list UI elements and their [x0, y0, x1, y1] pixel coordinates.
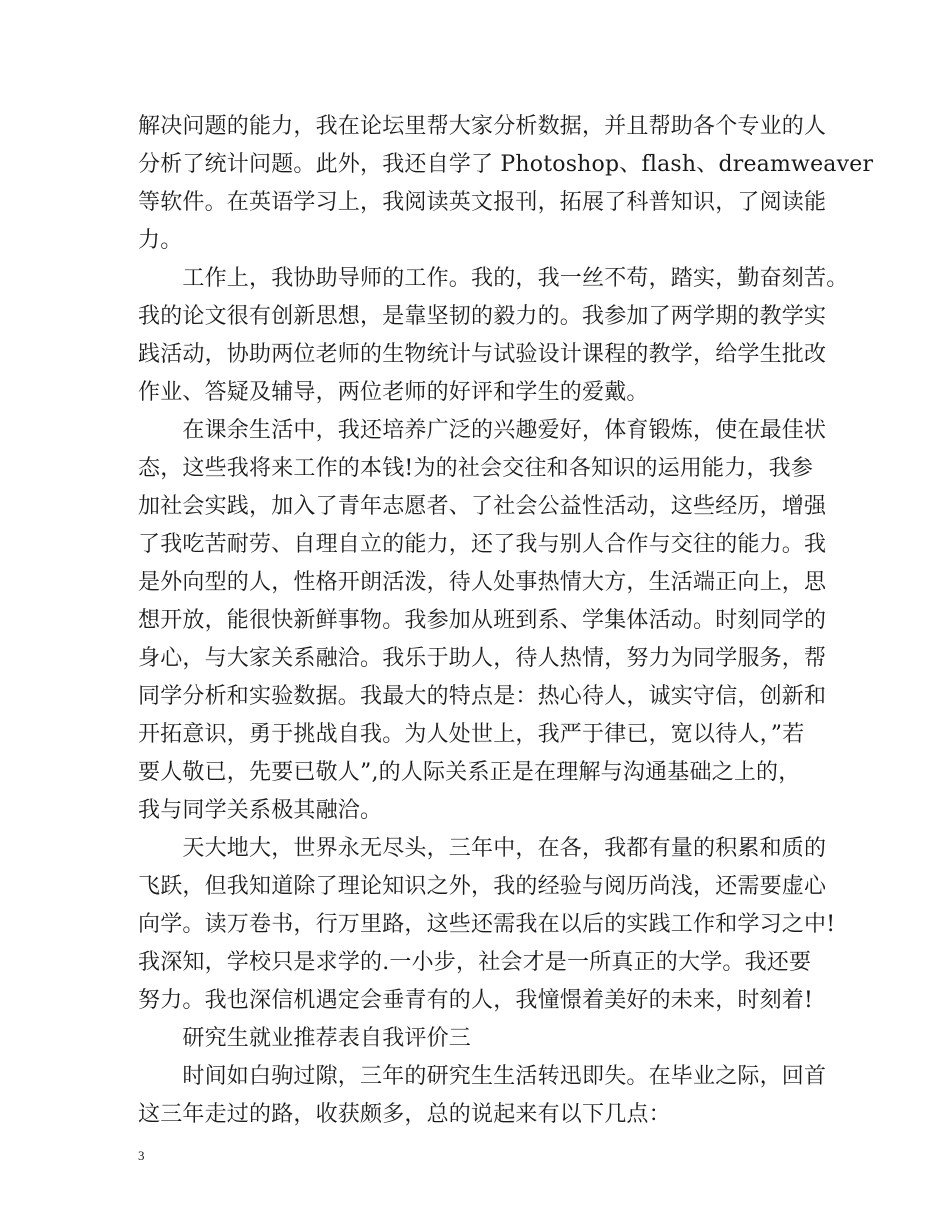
- text-line: 力。: [138, 228, 183, 253]
- text-line: 等软件。在英语学习上，我阅读英文报刊，拓展了科普知识，了阅读能: [138, 190, 827, 215]
- text-line: 我与同学关系极其融洽。: [138, 798, 383, 823]
- text-line: 我的论文很有创新思想，是靠坚韧的毅力的。我参加了两学期的教学实: [138, 304, 827, 329]
- text-line: 在课余生活中，我还培养广泛的兴趣爱好，体育锻炼，使在最佳状: [138, 418, 827, 443]
- text-line: 分析了统计问题。此外，我还自学了 Photoshop、flash、dreamweaver: [138, 152, 874, 177]
- text-line: 这三年走过的路，收获颇多，总的说起来有以下几点：: [138, 1102, 671, 1127]
- text-line: 工作上，我协助导师的工作。我的，我一丝不苟，踏实，勤奋刻苦。: [138, 266, 849, 291]
- text-line: 时间如白驹过隙，三年的研究生生活转迅即失。在毕业之际，回首: [138, 1064, 827, 1089]
- text-line: 向学。读万卷书，行万里路，这些还需我在以后的实践工作和学习之中!: [138, 912, 836, 937]
- text-line: 开拓意识，勇于挑战自我。为人处世上，我严于律已，宽以待人，”若: [138, 722, 805, 747]
- text-line: 作业、答疑及辅导，两位老师的好评和学生的爱戴。: [138, 380, 649, 405]
- text-line: 飞跃，但我知道除了理论知识之外，我的经验与阅历尚浅，还需要虚心: [138, 874, 827, 899]
- text-line: 我深知，学校只是求学的.一小步，社会才是一所真正的大学。我还要: [138, 950, 812, 975]
- text-line: 是外向型的人，性格开朗活泼，待人处事热情大方，生活端正向上，思: [138, 570, 827, 595]
- text-line: 要人敬已，先要已敬人”,的人际关系正是在理解与沟通基础之上的，: [138, 760, 801, 785]
- text-line: 态，这些我将来工作的本钱!为的社会交往和各知识的运用能力，我参: [138, 456, 814, 481]
- text-line: 努力。我也深信机遇定会垂青有的人，我憧憬着美好的未来，时刻着!: [138, 988, 814, 1013]
- body-text: [138, 108, 874, 1134]
- text-line: 想开放，能很快新鲜事物。我参加从班到系、学集体活动。时刻同学的: [138, 608, 827, 633]
- text-line: 践活动，协助两位老师的生物统计与试验设计课程的教学，给学生批改: [138, 342, 827, 367]
- text-line: 加社会实践，加入了青年志愿者、了社会公益性活动，这些经历，增强: [138, 494, 827, 519]
- section-heading: 研究生就业推荐表自我评价三: [138, 1026, 472, 1051]
- text-line: 了我吃苦耐劳、自理自立的能力，还了我与别人合作与交往的能力。我: [138, 532, 827, 557]
- text-line: 解决问题的能力，我在论坛里帮大家分析数据，并且帮助各个专业的人: [138, 114, 827, 139]
- text-line: 身心，与大家关系融洽。我乐于助人，待人热情，努力为同学服务，帮: [138, 646, 827, 671]
- text-line: 天大地大，世界永无尽头，三年中，在各，我都有量的积累和质的: [138, 836, 827, 861]
- page-number: 3: [138, 1148, 145, 1163]
- text-line: 同学分析和实验数据。我最大的特点是：热心待人，诚实守信，创新和: [138, 684, 827, 709]
